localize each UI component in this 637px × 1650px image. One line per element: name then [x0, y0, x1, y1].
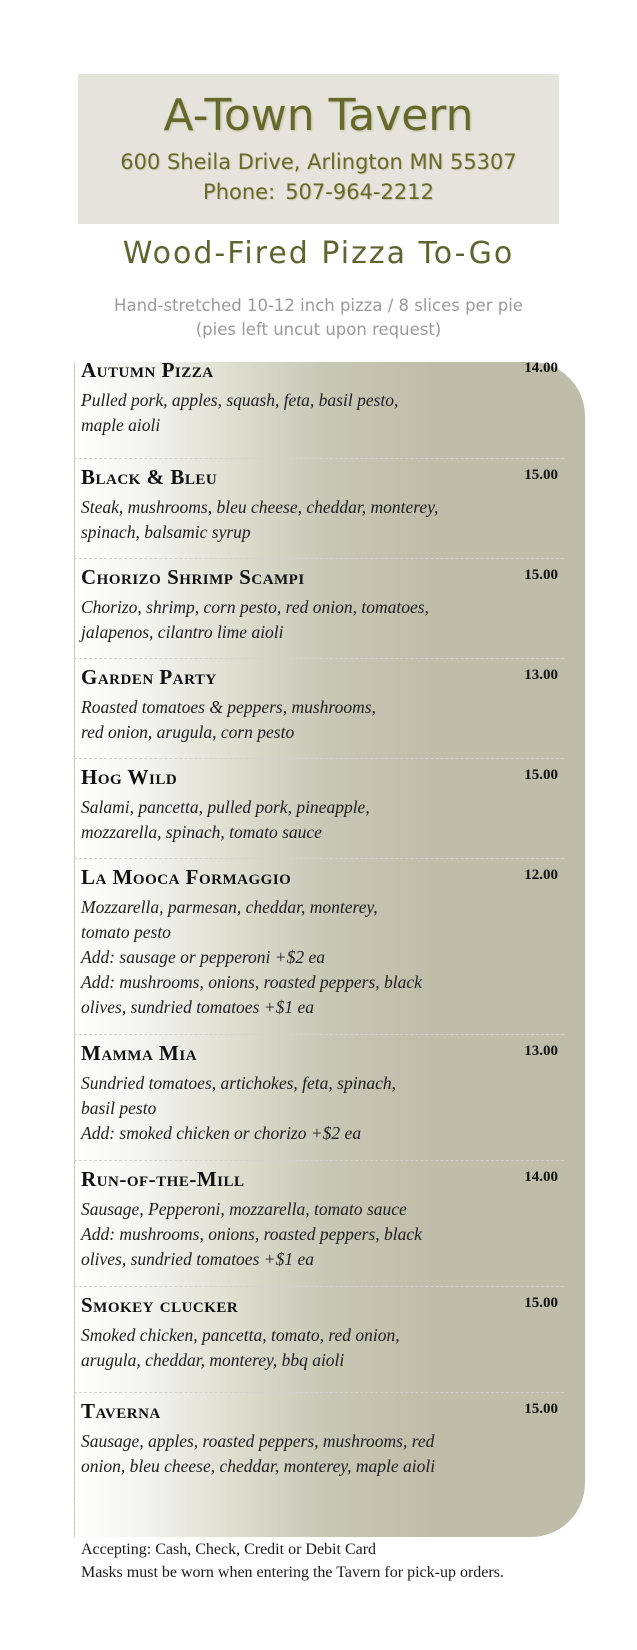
description-line: Chorizo, shrimp, corn pesto, red onion, tomatoes,: [81, 597, 429, 617]
menu-item: [74, 458, 564, 559]
description-line: Sundried tomatoes, artichokes, feta, spinach,: [81, 1073, 396, 1093]
description-line: Smoked chicken, pancetta, tomato, red onion,: [81, 1325, 400, 1345]
item-name: Smokey clucker: [81, 1293, 239, 1317]
item-price: 15.00: [524, 567, 558, 583]
description-line: onion, bleu cheese, cheddar, monterey, maple aioli: [81, 1456, 436, 1476]
description-line: Sausage, apples, roasted peppers, mushrooms, red: [81, 1431, 435, 1451]
item-name: Hog Wild: [81, 765, 178, 789]
item-name: Black & Bleu: [81, 465, 218, 489]
item-price: 14.00: [524, 360, 558, 376]
mask-note: Masks must be worn when entering the Tavern for pick-up orders.: [81, 1564, 504, 1581]
menu-item: [74, 658, 564, 759]
tavern-address: 600 Sheila Drive, Arlington MN 55307: [120, 150, 517, 174]
item-name: Garden Party: [81, 665, 217, 689]
description-line: Steak, mushrooms, bleu cheese, cheddar, monterey,: [81, 497, 439, 517]
phone-label: Phone:: [203, 180, 276, 204]
description-line: Roasted tomatoes & peppers, mushrooms,: [81, 697, 376, 717]
description-line: basil pesto: [81, 1098, 157, 1118]
item-name: Run-of-the-Mill: [81, 1167, 245, 1191]
item-description: [81, 1197, 481, 1272]
item-description: [81, 795, 481, 845]
description-line: Mozzarella, parmesan, cheddar, monterey,: [81, 897, 378, 917]
item-price: 15.00: [524, 1295, 558, 1311]
menu-subtitle: Wood-Fired Pizza To-Go: [122, 236, 515, 271]
tavern-phone: [78, 180, 559, 204]
menu-item: [74, 1160, 564, 1287]
item-price: 15.00: [524, 767, 558, 783]
menu-item: [74, 858, 564, 1035]
item-description: [81, 388, 481, 438]
item-name: Mamma Mia: [81, 1041, 198, 1065]
item-description: [81, 1071, 481, 1146]
description-line: olives, sundried tomatoes +$1 ea: [81, 997, 314, 1017]
item-description: [81, 595, 481, 645]
item-name: La Mooca Formaggio: [81, 865, 292, 889]
item-name: Taverna: [81, 1399, 161, 1423]
item-description: [81, 695, 481, 745]
description-line: Add: mushrooms, onions, roasted peppers, black: [81, 972, 422, 992]
description-line: Salami, pancetta, pulled pork, pineapple,: [81, 797, 370, 817]
header-box: [78, 74, 559, 224]
uncut-note: (pies left uncut upon request): [195, 320, 442, 339]
item-price: 15.00: [524, 1401, 558, 1417]
item-price: 13.00: [524, 1043, 558, 1059]
item-description: [81, 1429, 481, 1479]
item-price: 13.00: [524, 667, 558, 683]
menu-item: [74, 1392, 564, 1503]
pizza-size-note: Hand-stretched 10-12 inch pizza / 8 slices per pie: [114, 296, 523, 315]
description-line: jalapenos, cilantro lime aioli: [81, 622, 284, 642]
description-line: arugula, cheddar, monterey, bbq aioli: [81, 1350, 345, 1370]
description-line: Pulled pork, apples, squash, feta, basil pesto,: [81, 390, 399, 410]
payment-note: Accepting: Cash, Check, Credit or Debit Card: [81, 1541, 377, 1558]
phone-number: 507-964-2212: [285, 180, 434, 204]
description-line: mozzarella, spinach, tomato sauce: [81, 822, 322, 842]
item-name: Autumn Pizza: [81, 358, 214, 382]
description-line: Add: mushrooms, onions, roasted peppers, black: [81, 1224, 422, 1244]
item-price: 12.00: [524, 867, 558, 883]
item-price: 15.00: [524, 467, 558, 483]
item-description: [81, 1323, 481, 1373]
description-line: Add: smoked chicken or chorizo +$2 ea: [81, 1123, 362, 1143]
description-line: red onion, arugula, corn pesto: [81, 722, 295, 742]
description-line: spinach, balsamic syrup: [81, 522, 251, 542]
item-description: [81, 495, 481, 545]
menu-item: [74, 758, 564, 859]
menu-item: [74, 558, 564, 659]
menu-item: [74, 352, 564, 458]
menu-item: [74, 1034, 564, 1161]
description-line: tomato pesto: [81, 922, 171, 942]
description-line: olives, sundried tomatoes +$1 ea: [81, 1249, 314, 1269]
item-price: 14.00: [524, 1169, 558, 1185]
menu-item: [74, 1286, 564, 1393]
description-line: Add: sausage or pepperoni +$2 ea: [81, 947, 325, 967]
description-line: Sausage, Pepperoni, mozzarella, tomato sauce: [81, 1199, 407, 1219]
item-name: Chorizo Shrimp Scampi: [81, 565, 305, 589]
description-line: maple aioli: [81, 415, 161, 435]
item-description: [81, 895, 481, 1020]
tavern-name: A-Town Tavern: [163, 90, 474, 141]
